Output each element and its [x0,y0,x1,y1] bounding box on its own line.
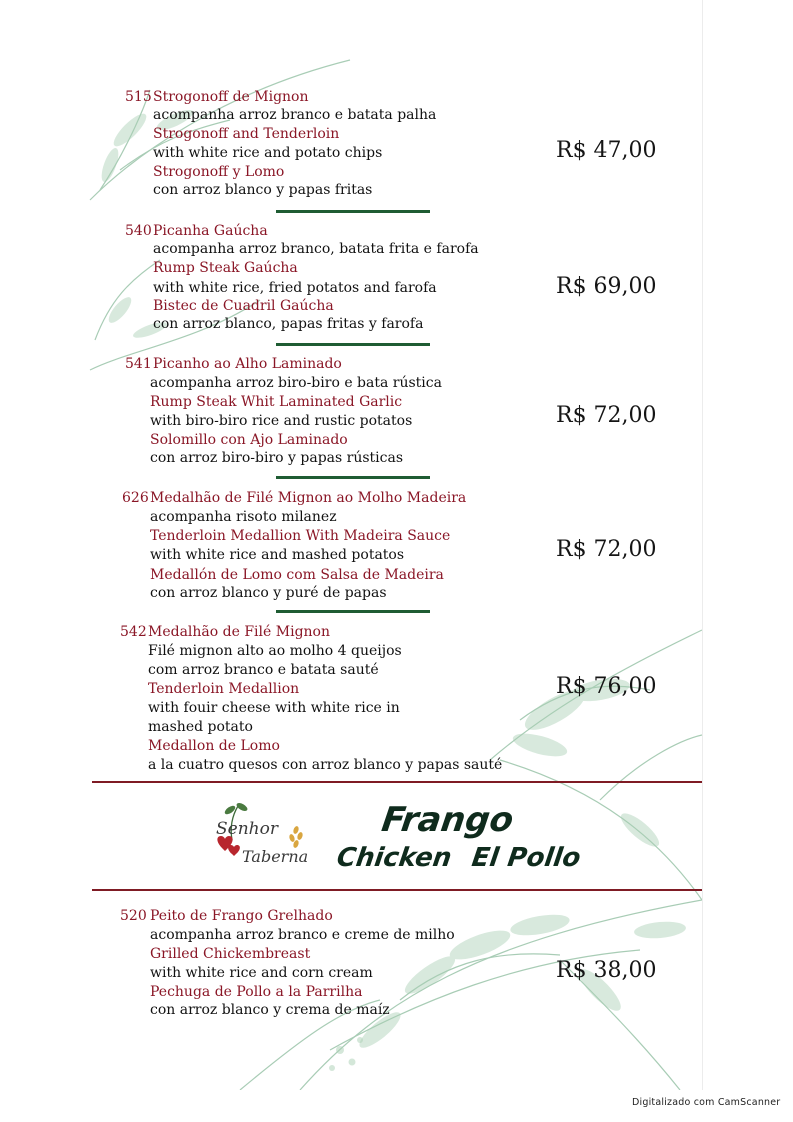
dish-name-en: Grilled Chickembreast [150,946,311,962]
dish-name-en: Tenderloin Medallion With Madeira Sauce [150,528,451,544]
dish-name-en: Rump Steak Whit Laminated Garlic [150,394,403,410]
section-title-es: El Pollo [469,843,583,873]
dish-desc-pt-2: com arroz branco e batata sauté [148,662,379,678]
dish-desc-pt: acompanha arroz branco e batata palha [153,107,437,123]
dish-name-pt: Strogonoff de Mignon [153,89,309,105]
dish-desc-es: con arroz biro-biro y papas rústicas [150,450,404,466]
logo-text-1: Senhor [216,819,278,839]
dish-desc-en: with white rice and potato chips [153,145,383,161]
dish-desc-pt: Filé mignon alto ao molho 4 queijos [148,643,402,659]
dish-name-en: Rump Steak Gaúcha [153,260,298,276]
dish-name-pt: Peito de Frango Grelhado [150,908,333,924]
dish-code: 542 [120,624,147,640]
dish-price: R$ 76,00 [556,674,657,699]
restaurant-logo [212,800,308,876]
dish-desc-es: con arroz blanco y papas fritas [153,182,373,198]
dish-desc-es: con arroz blanco y crema de maíz [150,1002,390,1018]
dish-name-pt: Medalhão de Filé Mignon [148,624,330,640]
section-divider-top [92,781,702,783]
dish-desc-en: with white rice, fried potatos and farofa [153,280,437,296]
dish-name-es: Pechuga de Pollo a la Parrilha [150,984,363,1000]
dish-name-es: Medallón de Lomo com Salsa de Madeira [150,567,444,583]
section-title-en: Chicken [334,843,454,873]
dish-name-pt: Medalhão de Filé Mignon ao Molho Madeira [150,490,467,506]
dish-price: R$ 47,00 [556,138,657,163]
dish-code: 541 [125,356,152,372]
dish-code: 515 [125,89,152,105]
dish-name-en: Strogonoff and Tenderloin [153,126,340,142]
logo-text-2: Taberna [242,847,308,866]
dish-desc-pt: acompanha risoto milanez [150,509,337,525]
heart-icon [228,845,240,856]
dish-desc-en: with fouir cheese with white rice in [148,700,400,716]
dish-desc-es: con arroz blanco y puré de papas [150,585,387,601]
dish-desc-pt: acompanha arroz branco, batata frita e farofa [153,241,479,257]
dish-desc-pt: acompanha arroz biro-biro e bata rústica [150,375,442,391]
scanner-footer: Digitalizado com CamScanner [632,1097,781,1108]
dish-name-es: Medallon de Lomo [148,738,280,754]
dish-name-pt: Picanho ao Alho Laminado [153,356,342,372]
dish-price: R$ 72,00 [556,403,657,428]
dish-name-es: Bistec de Cuadril Gaúcha [153,298,334,314]
dish-desc-en: with white rice and mashed potatos [150,547,405,563]
dish-desc-en-2: mashed potato [148,719,253,735]
dish-code: 626 [122,490,149,506]
dish-name-es: Solomillo con Ajo Laminado [150,432,348,448]
item-separator [276,610,430,613]
item-separator [276,343,430,346]
dish-name-en: Tenderloin Medallion [148,681,300,697]
dish-code: 520 [120,908,147,924]
dish-price: R$ 72,00 [556,537,657,562]
dish-desc-en: with biro-biro rice and rustic potatos [150,413,413,429]
dish-desc-es: con arroz blanco, papas fritas y farofa [153,316,424,332]
dish-desc-es: a la cuatro quesos con arroz blanco y papas sauté [148,757,503,773]
dish-price: R$ 69,00 [556,274,657,299]
dish-price: R$ 38,00 [556,958,657,983]
section-divider-bottom [92,889,702,891]
dish-desc-en: with white rice and corn cream [150,965,373,981]
item-separator [276,476,430,479]
dish-name-pt: Picanha Gaúcha [153,223,268,239]
dish-name-es: Strogonoff y Lomo [153,164,285,180]
dish-code: 540 [125,223,152,239]
item-separator [276,210,430,213]
dish-desc-pt: acompanha arroz branco e creme de milho [150,927,455,943]
section-title-pt: Frango [379,800,516,840]
wheat-icon [288,825,303,848]
